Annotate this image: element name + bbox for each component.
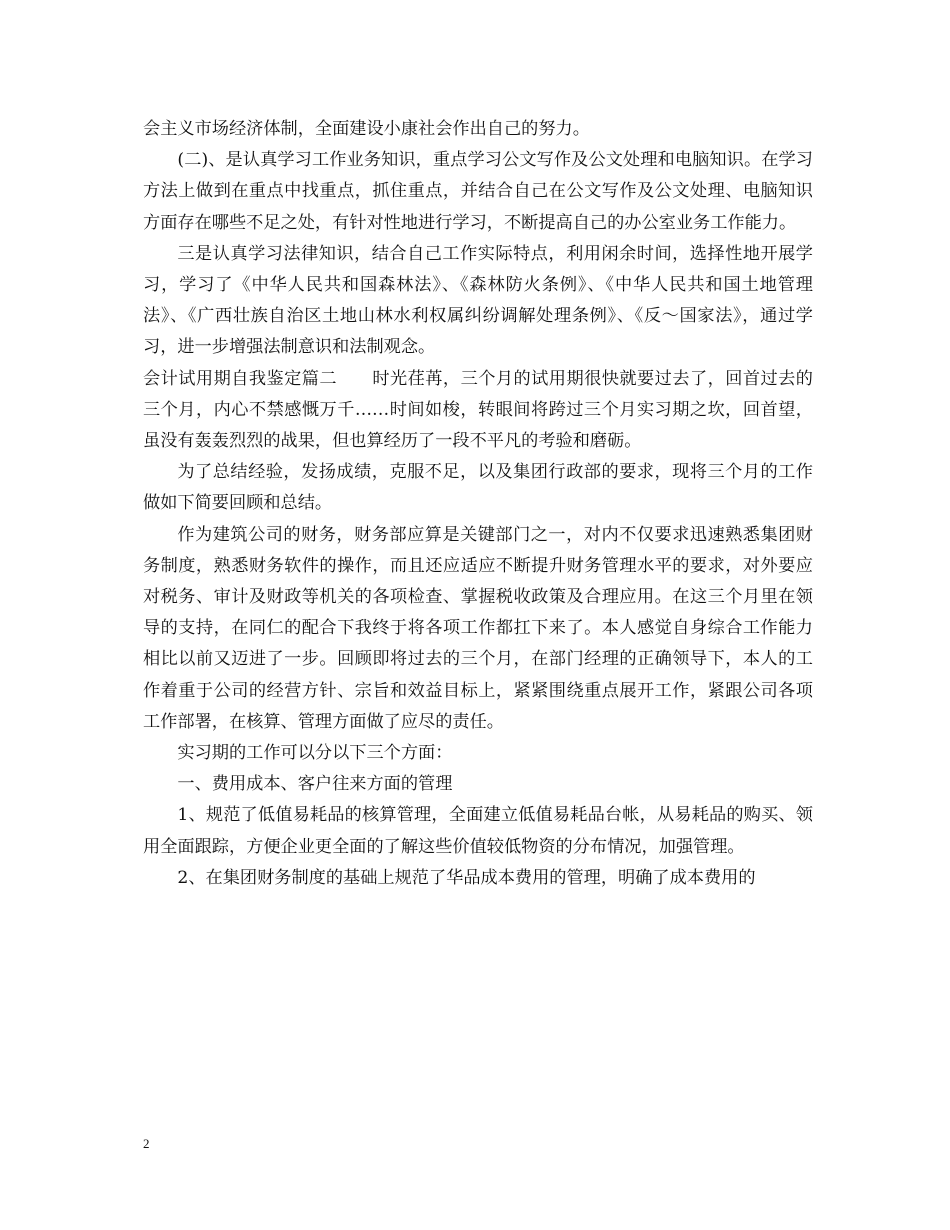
paragraph: (二)、是认真学习工作业务知识，重点学习公文写作及公文处理和电脑知识。在学习方法上做到在重点中找重点，抓住重点，并结合自己在公文写作及公文处理、电脑知识方面存在哪些不足之处，有针对性地进行学习，不断提高自己的办公室业务工作能力。	[143, 150, 813, 233]
paragraph: 三是认真学习法律知识，结合自己工作实际特点，利用闲余时间，选择性地开展学习，学习了《中华人民共和国森林法》、《森林防火条例》、《中华人民共和国土地管理法》、《广西壮族自治区土地山林水利权属纠纷调解处理条例》、《反～国家法》，通过学习，进一步增强法制意识和法制观念。	[143, 243, 813, 358]
list-item: 2、在集团财务制度的基础上规范了华品成本费用的管理，明确了成本费用的	[177, 867, 756, 888]
section-heading-paragraph: 会计试用期自我鉴定篇二 时光荏苒，三个月的试用期很快就要过去了，回首过去的三个月，内心不禁感慨万千……时间如梭，转眼间将跨过三个月实习期之坎，回首望，虽没有轰轰烈烈的战果，但也算经历了一段不平凡的考验和磨砺。	[143, 368, 813, 452]
paragraph: 会主义市场经济体制，全面建设小康社会作出自己的努力。	[143, 119, 590, 139]
paragraph: 实习期的工作可以分以下三个方面：	[177, 743, 453, 764]
paragraph: 作为建筑公司的财务，财务部应算是关键部门之一，对内不仅要求迅速熟悉集团财务制度，熟悉财务软件的操作，而且还应适应不断提升财务管理水平的要求，对外要应对税务、审计及财政等机关的各项检查、掌握税收政策及合理应用。在这三个月里在领导的支持，在同仁的配合下我终于将各项工作都扛下来了。本人感觉自身综合工作能力相比以前又迈进了一步。回顾即将过去的三个月，在部门经理的正确领导下，本人的工作着重于公司的经营方针、宗旨和效益目标上，紧紧围绕重点展开工作，紧跟公司各项工作部署，在核算、管理方面做了应尽的责任。	[143, 524, 813, 732]
page-number: 2	[143, 1136, 150, 1151]
document-body	[143, 114, 813, 894]
subheading: 一、费用成本、客户往来方面的管理	[177, 774, 453, 795]
paragraph: 为了总结经验，发扬成绩，克服不足，以及集团行政部的要求，现将三个月的工作做如下简要回顾和总结。	[143, 462, 813, 514]
list-item: 1、规范了低值易耗品的核算管理，全面建立低值易耗品台帐，从易耗品的购买、领用全面跟踪，方便企业更全面的了解这些价值较低物资的分布情况，加强管理。	[143, 805, 813, 857]
